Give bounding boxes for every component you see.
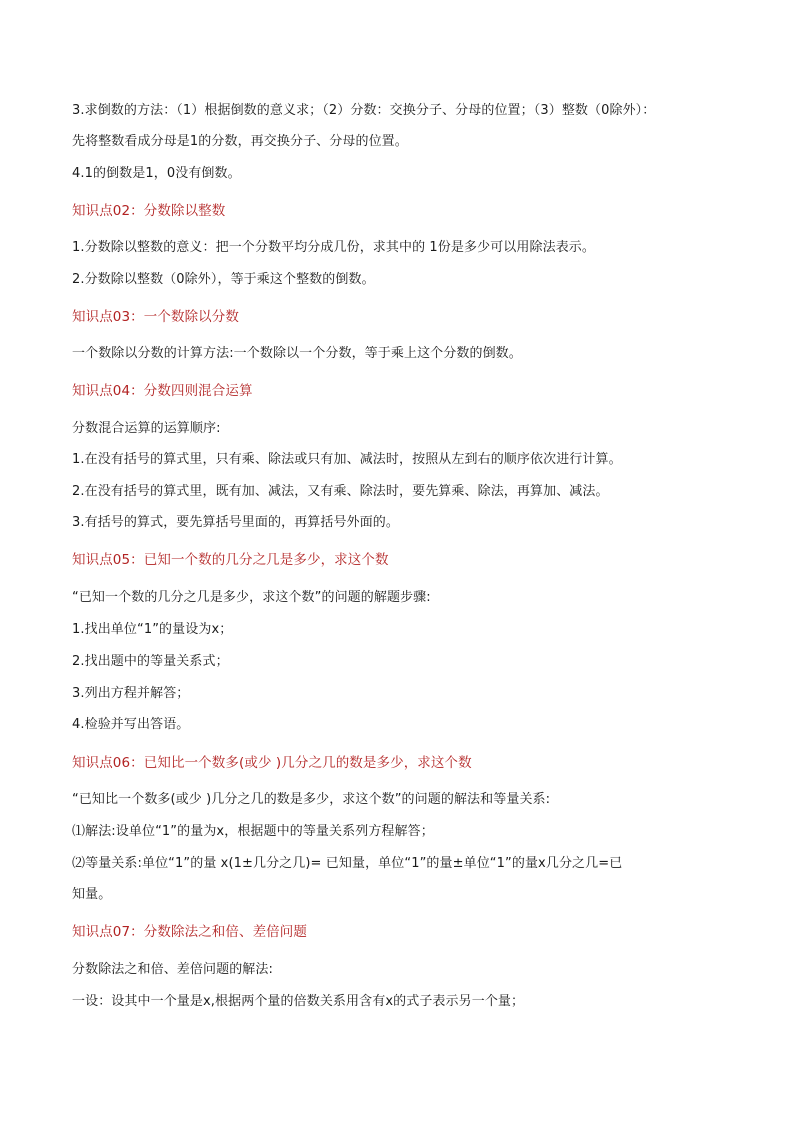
body-text: 先将整数看成分母是1的分数，再交换分子、分母的位置。	[72, 134, 408, 149]
body-text: 一个数除以分数的计算方法:一个数除以一个分数，等于乘上这个分数的倒数。	[72, 346, 522, 361]
body-text: 分数混合运算的运算顺序:	[72, 421, 221, 436]
body-text: “已知一个数的几分之几是多少，求这个数”的问题的解题步骤:	[72, 590, 431, 605]
body-text: 3.有括号的算式，要先算括号里面的，再算括号外面的。	[72, 515, 400, 530]
section-heading: 知识点03：一个数除以分数	[72, 309, 239, 325]
body-text: 1.在没有括号的算式里，只有乘、除法或只有加、减法时，按照从左到右的顺序依次进行计算。	[72, 452, 622, 467]
body-text: ⑴解法:设单位“1”的量为x，根据题中的等量关系列方程解答；	[72, 824, 434, 839]
body-text: 2.在没有括号的算式里，既有加、减法，又有乘、除法时，要先算乘、除法，再算加、减法。	[72, 484, 609, 499]
body-text: 4.检验并写出答语。	[72, 717, 190, 732]
body-text: “已知比一个数多(或少 )几分之几的数是多少，求这个数”的问题的解法和等量关系:	[72, 792, 551, 807]
body-text: 1.找出单位“1”的量设为x；	[72, 622, 233, 637]
body-text: 2.分数除以整数（0除外），等于乘这个整数的倒数。	[72, 272, 375, 287]
body-text: 3.求倒数的方法：（1）根据倒数的意义求；（2）分数：交换分子、分母的位置；（3）整数（0除外）：	[72, 103, 656, 118]
body-text: 一设：设其中一个量是x,根据两个量的倍数关系用含有x的式子表示另一个量；	[72, 994, 525, 1009]
section-heading: 知识点02：分数除以整数	[72, 203, 226, 219]
body-text: 4.1的倒数是1，0没有倒数。	[72, 166, 241, 181]
body-text: 1.分数除以整数的意义：把一个分数平均分成几份，求其中的 1份是多少可以用除法表示。	[72, 240, 596, 255]
section-heading: 知识点05：已知一个数的几分之几是多少，求这个数	[72, 552, 389, 568]
body-text: 2.找出题中的等量关系式；	[72, 654, 229, 669]
section-heading: 知识点07：分数除法之和倍、差倍问题	[72, 924, 307, 940]
body-text: ⑵等量关系:单位“1”的量 x(1±几分之几)= 已知量，单位“1”的量±单位“1”的量x几分之几=已	[72, 856, 623, 871]
body-text: 分数除法之和倍、差倍问题的解法:	[72, 962, 273, 977]
body-text: 3.列出方程并解答；	[72, 686, 190, 701]
section-heading: 知识点04：分数四则混合运算	[72, 383, 253, 399]
section-heading: 知识点06：已知比一个数多(或少 )几分之几的数是多少，求这个数	[72, 755, 472, 771]
body-text: 知量。	[72, 887, 112, 902]
